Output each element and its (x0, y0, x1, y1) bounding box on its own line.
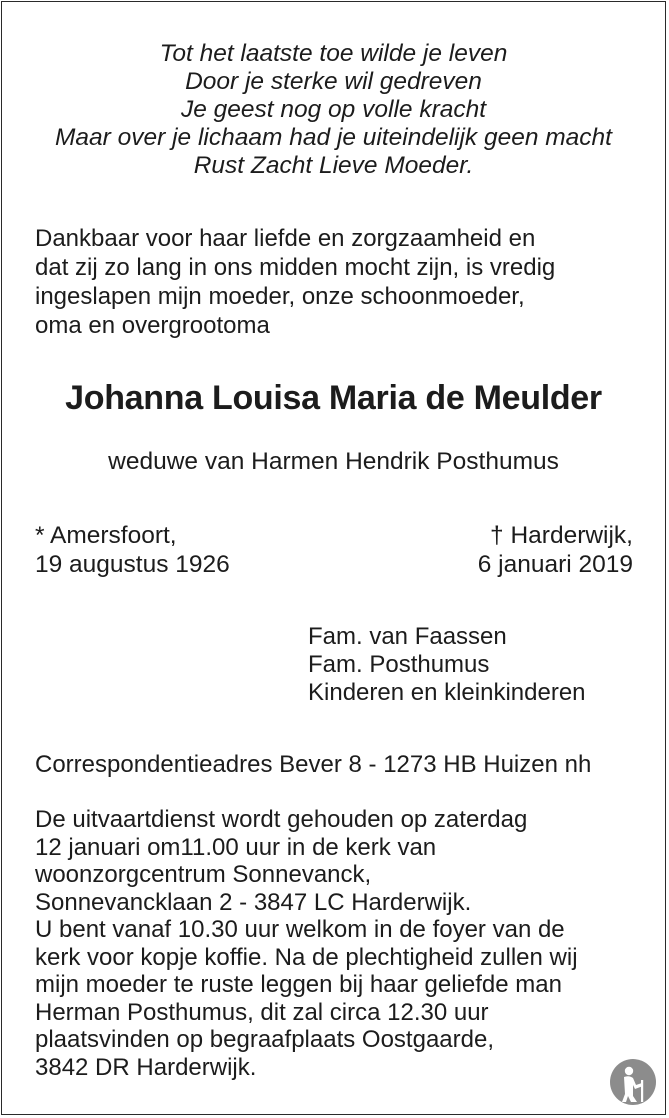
intro-line: oma en overgrootoma (35, 312, 270, 339)
intro-line: ingeslapen mijn moeder, onze schoonmoeder, (35, 283, 525, 310)
service-line: woonzorgcentrum Sonnevanck, (35, 861, 372, 888)
funeral-service-info (35, 806, 645, 1081)
intro-line: Dankbaar voor haar liefde en zorgzaamheid en (35, 225, 536, 252)
family-line: Kinderen en kleinkinderen (308, 679, 586, 706)
family-line: Fam. Posthumus (308, 651, 490, 678)
service-line: plaatsvinden op begraafplaats Oostgaarde, (35, 1026, 494, 1053)
intro-line: dat zij zo lang in ons midden mocht zijn, is vredig (35, 254, 556, 281)
family-line: Fam. van Faassen (308, 623, 507, 650)
death-place: † Harderwijk, (490, 522, 633, 549)
poem-line: Je geest nog op volle kracht (180, 96, 487, 123)
widow-of: weduwe van Harmen Hendrik Posthumus (108, 448, 559, 475)
poem-line: Door je sterke wil gedreven (185, 68, 482, 95)
service-line: De uitvaartdienst wordt gehouden op zaterdag (35, 806, 528, 833)
service-line: 12 januari om11.00 uur in de kerk van (35, 833, 437, 861)
deceased-name: Johanna Louisa Maria de Meulder (65, 379, 602, 417)
poem-line: Tot het laatste toe wilde je leven (159, 40, 508, 67)
poem (2, 40, 665, 180)
service-line: Herman Posthumus, dit zal circa 12.30 uur (35, 998, 489, 1026)
correspondence-address: Correspondentieadres Bever 8 - 1273 HB Huizen nh (35, 751, 592, 778)
birth-date: 19 augustus 1926 (35, 551, 230, 578)
service-line: 3842 DR Harderwijk. (35, 1053, 257, 1081)
poem-line: Maar over je lichaam had je uiteindelijk geen macht (55, 124, 612, 151)
death-info (478, 521, 633, 579)
birth-place: * Amersfoort, (35, 522, 177, 549)
death-date: 6 januari 2019 (477, 551, 633, 578)
service-line: mijn moeder te ruste leggen bij haar geliefde man (35, 971, 562, 998)
service-line: kerk voor kopje koffie. Na de plechtigheid zullen wij (35, 943, 578, 971)
service-line: U bent vanaf 10.30 uur welkom in de foyer van de (35, 916, 565, 943)
service-line: Sonnevancklaan 2 - 3847 LC Harderwijk. (35, 888, 472, 916)
mourning-figure-icon (609, 1058, 657, 1106)
birth-info (35, 521, 230, 579)
intro-paragraph (35, 224, 645, 340)
obituary-card (1, 1, 666, 1115)
family-signatures (308, 623, 586, 707)
poem-line: Rust Zacht Lieve Moeder. (193, 152, 474, 179)
